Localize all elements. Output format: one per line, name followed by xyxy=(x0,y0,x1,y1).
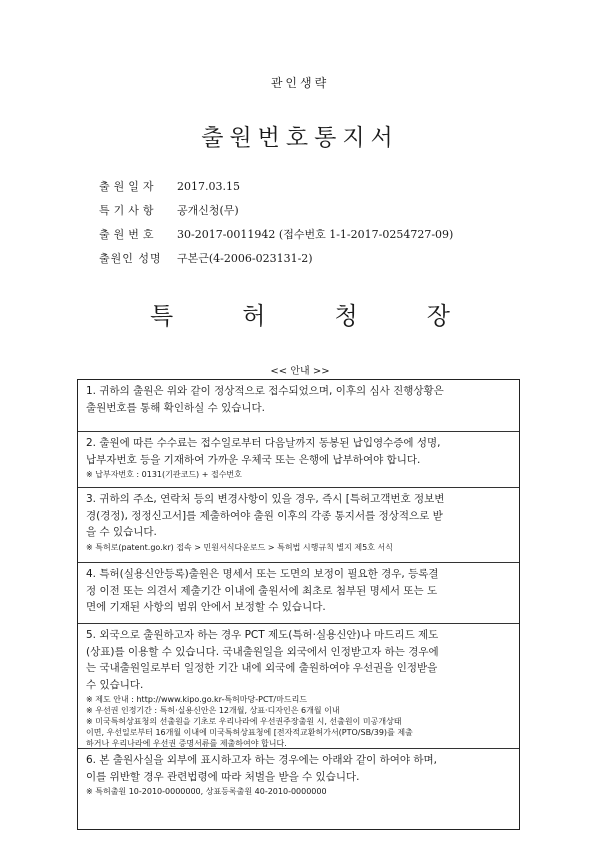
notice-item-4 xyxy=(78,562,519,623)
filing-date-value: 2017.03.15 xyxy=(177,179,240,193)
notice-item-3 xyxy=(78,487,519,562)
notice-item-text: 1. 귀하의 출원은 위와 같이 정상적으로 접수되었으며, 이후의 심사 진행상황은 출원번호를 통해 확인하실 수 있습니다. xyxy=(86,385,444,414)
application-number-row xyxy=(99,222,519,246)
applicant-name-value: 구본근(4-2006-023131-2) xyxy=(177,252,313,265)
header-note-seal-omitted: 관인생략 xyxy=(270,76,330,90)
notice-item-text: 4. 특허(실용신안등록)출원은 명세서 또는 도면의 보정이 필요한 경우, 등록결 정 이전 또는 의견서 제출기간 이내에 출원서에 최초로 첨부된 명세서 또는 도 면에 기재된 사항의 범위 안에서 보정할 수 있습니다. xyxy=(86,568,439,613)
notice-item-text: 5. 외국으로 출원하고자 하는 경우 PCT 제도(특허·실용신안)나 마드리드 제도 (상표)를 이용할 수 있습니다. 국내출원일을 외국에서 인정받고자 하는 경우에 는 국내출원일로부터 일정한 기간 내에 외국에 출원하여야 우선권을 인정받을 수 있습니다. xyxy=(86,629,439,691)
notice-item-note: ※ 제도 안내 : http://www.kipo.go.kr-특허마당-PCT/마드리드 xyxy=(86,695,308,704)
guide-heading: << 안내 >> xyxy=(270,366,330,377)
notice-box xyxy=(77,379,520,830)
issuer-char: 특 xyxy=(150,302,174,330)
special-note-row xyxy=(99,198,519,222)
application-info-table xyxy=(99,174,519,270)
notice-item-note: ※ 특허출원 10-2010-0000000, 상표등록출원 40-2010-0000000 xyxy=(86,787,327,796)
notice-item-text: 2. 출원에 따른 수수료는 접수일로부터 다음날까지 동봉된 납입영수증에 성명, 납부자번호 등을 기재하여 가까운 우체국 또는 은행에 납부하여야 합니다. xyxy=(86,437,441,466)
issuer-char: 청 xyxy=(334,302,358,330)
issuer-char: 허 xyxy=(242,302,266,330)
notice-item-6 xyxy=(78,748,519,830)
notice-item-5 xyxy=(78,623,519,748)
application-number-value: 30-2017-0011942 (접수번호 1-1-2017-0254727-09) xyxy=(177,228,454,241)
special-note-value: 공개신청(무) xyxy=(177,204,239,217)
issuer-char: 장 xyxy=(426,302,450,330)
notice-item-text: 3. 귀하의 주소, 연락처 등의 변경사항이 있을 경우, 즉시 [특허고객번호 정보변 경(경정), 정정신고서]를 제출하여야 출원 이후의 각종 통지서를 정상적으로 받 을 수 있습니다. xyxy=(86,493,445,538)
notice-item-note: 이면, 우선일로부터 16개월 이내에 미국특허상표청에 [전자적교환허가서(PTO/SB/39)를 제출 xyxy=(86,728,413,737)
issuer-commissioner-title xyxy=(150,296,450,331)
notice-item-note: ※ 미국특허상표청의 선출원을 기초로 우리나라에 우선권주장출원 시, 선출원이 미공개상태 xyxy=(86,717,402,726)
notice-item-text: 6. 본 출원사실을 외부에 표시하고자 하는 경우에는 아래와 같이 하여야 하며, 이를 위반할 경우 관련법령에 따라 처벌을 받을 수 있습니다. xyxy=(86,754,438,783)
notice-item-note: ※ 특허로(patent.go.kr) 접속 > 민원서식다운로드 > 특허법 시행규칙 별지 제5호 서식 xyxy=(86,542,393,552)
filing-date-row xyxy=(99,174,519,198)
notice-item-2 xyxy=(78,431,519,487)
notice-item-note: ※ 우선권 인정기간 : 특허·실용신안은 12개월, 상표·디자인은 6개월 이내 xyxy=(86,706,340,715)
applicant-name-label: 출원인 성명 xyxy=(99,252,162,265)
applicant-name-row xyxy=(99,246,519,270)
filing-date-label: 출원일자 xyxy=(99,180,158,193)
notice-item-1 xyxy=(78,380,519,431)
application-number-label: 출원번호 xyxy=(99,228,158,241)
special-note-label: 특기사항 xyxy=(99,204,158,217)
document-title: 출원번호통지서 xyxy=(201,125,399,151)
notice-item-note: ※ 납부자번호 : 0131(기관코드) + 접수번호 xyxy=(86,470,242,479)
notice-item-note: 하거나 우리나라에 우선권 증명서류를 제출하여야 합니다. xyxy=(86,739,287,748)
